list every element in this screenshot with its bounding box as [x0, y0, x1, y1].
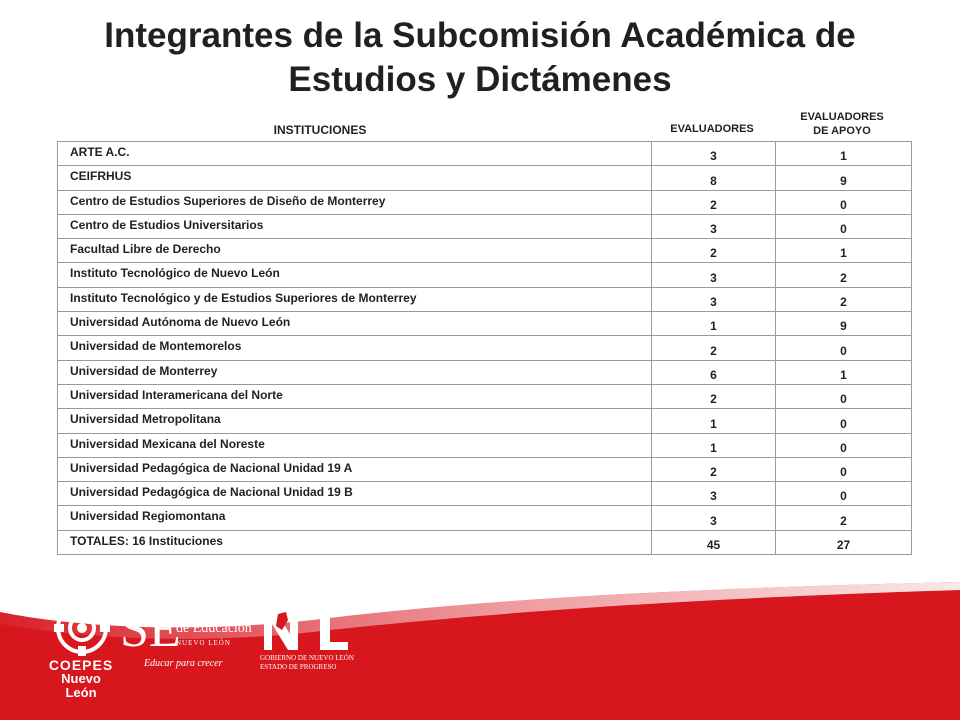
evaluadores-apoyo-cell: 1 [776, 239, 912, 263]
evaluadores-cell: 8 [652, 166, 776, 190]
se-slogan: Educar para crecer [144, 658, 223, 669]
evaluadores-apoyo-cell: 1 [776, 142, 912, 166]
institution-name-cell: Instituto Tecnológico de Nuevo León [58, 263, 652, 287]
evaluadores-apoyo-cell: 1 [776, 360, 912, 384]
institution-name-cell: Universidad Autónoma de Nuevo León [58, 312, 652, 336]
evaluadores-apoyo-cell: 9 [776, 166, 912, 190]
institution-name-cell: Universidad Pedagógica de Nacional Unidad 19 B [58, 482, 652, 506]
nl-line-1: GOBIERNO DE NUEVO LEÓN [260, 654, 354, 662]
institution-name-cell: Universidad Pedagógica de Nacional Unidad 19 A [58, 457, 652, 481]
table-row [58, 142, 912, 166]
institution-name-cell: Facultad Libre de Derecho [58, 239, 652, 263]
se-line-2: de Educación [176, 621, 252, 636]
coepes-name: COEPES [48, 657, 114, 673]
nl-logo-text [260, 654, 354, 672]
table-row [58, 166, 912, 190]
evaluadores-apoyo-cell: 27 [776, 530, 912, 554]
title-line-1: Integrantes de la Subcomisión Académica de [104, 16, 856, 55]
evaluadores-cell: 3 [652, 287, 776, 311]
evaluadores-cell: 3 [652, 482, 776, 506]
evaluadores-apoyo-cell: 0 [776, 482, 912, 506]
institution-name-cell: Universidad Metropolitana [58, 409, 652, 433]
evaluadores-cell: 45 [652, 530, 776, 554]
evaluadores-cell: 2 [652, 336, 776, 360]
evaluadores-apoyo-cell: 9 [776, 312, 912, 336]
evaluadores-apoyo-cell: 2 [776, 263, 912, 287]
institution-name-cell: Universidad Interamericana del Norte [58, 384, 652, 408]
evaluadores-cell: 1 [652, 312, 776, 336]
header-apoyo-line-1: EVALUADORES [800, 111, 884, 123]
table-row [58, 214, 912, 238]
table-row [58, 409, 912, 433]
evaluadores-cell: 3 [652, 506, 776, 530]
institution-name-cell: CEIFRHUS [58, 166, 652, 190]
table-row [58, 457, 912, 481]
institution-name-cell: Universidad Regiomontana [58, 506, 652, 530]
institution-name-cell: ARTE A.C. [58, 142, 652, 166]
evaluadores-cell: 6 [652, 360, 776, 384]
evaluadores-apoyo-cell: 0 [776, 457, 912, 481]
se-line-3: NUEVO LEÓN [176, 639, 231, 647]
evaluadores-apoyo-cell: 0 [776, 433, 912, 457]
coepes-logo-icon [46, 598, 118, 658]
institution-name-cell: Centro de Estudios Superiores de Diseño de Monterrey [58, 190, 652, 214]
evaluadores-apoyo-cell: 2 [776, 287, 912, 311]
evaluadores-cell: 1 [652, 409, 776, 433]
institution-name-cell: Universidad de Monterrey [58, 360, 652, 384]
evaluadores-apoyo-cell: 0 [776, 336, 912, 360]
evaluadores-cell: 2 [652, 190, 776, 214]
header-evaluadores: EVALUADORES [670, 123, 754, 135]
coepes-logo-text [45, 658, 117, 700]
evaluadores-apoyo-cell: 2 [776, 506, 912, 530]
institution-name-cell: Instituto Tecnológico y de Estudios Superiores de Monterrey [58, 287, 652, 311]
institution-name-cell: Universidad de Montemorelos [58, 336, 652, 360]
institution-name-cell: TOTALES: 16 Instituciones [58, 530, 652, 554]
header-instituciones: INSTITUCIONES [273, 123, 367, 137]
table-row [58, 360, 912, 384]
table-row [58, 336, 912, 360]
table-row [58, 190, 912, 214]
page-title [0, 14, 960, 102]
title-line-2: Estudios y Dictámenes [288, 60, 672, 99]
table-row [58, 384, 912, 408]
se-logo-text [176, 606, 252, 651]
evaluadores-cell: 2 [652, 457, 776, 481]
evaluadores-apoyo-cell: 0 [776, 384, 912, 408]
header-apoyo-line-2: DE APOYO [813, 125, 871, 137]
table-row [58, 433, 912, 457]
coepes-state: Nuevo León [61, 671, 101, 700]
evaluadores-cell: 2 [652, 384, 776, 408]
institution-name-cell: Centro de Estudios Universitarios [58, 214, 652, 238]
table-row [58, 312, 912, 336]
table-row [58, 482, 912, 506]
totals-row [58, 530, 912, 554]
se-logo-mark: SE [120, 601, 181, 658]
table-body [58, 142, 912, 555]
table-row [58, 506, 912, 530]
evaluadores-cell: 3 [652, 142, 776, 166]
evaluadores-cell: 2 [652, 239, 776, 263]
evaluadores-apoyo-cell: 0 [776, 214, 912, 238]
evaluadores-cell: 3 [652, 263, 776, 287]
se-line-1: Secretaría [176, 606, 232, 621]
table-row [58, 263, 912, 287]
evaluadores-cell: 1 [652, 433, 776, 457]
evaluadores-cell: 3 [652, 214, 776, 238]
table-row [58, 239, 912, 263]
nl-logo-icon [260, 606, 350, 652]
evaluadores-apoyo-cell: 0 [776, 409, 912, 433]
evaluadores-apoyo-cell: 0 [776, 190, 912, 214]
institution-name-cell: Universidad Mexicana del Noreste [58, 433, 652, 457]
instituciones-table [57, 141, 912, 555]
table-row [58, 287, 912, 311]
nl-line-2: ESTADO DE PROGRESO [260, 663, 337, 671]
header-evaluadores-apoyo [774, 110, 910, 138]
